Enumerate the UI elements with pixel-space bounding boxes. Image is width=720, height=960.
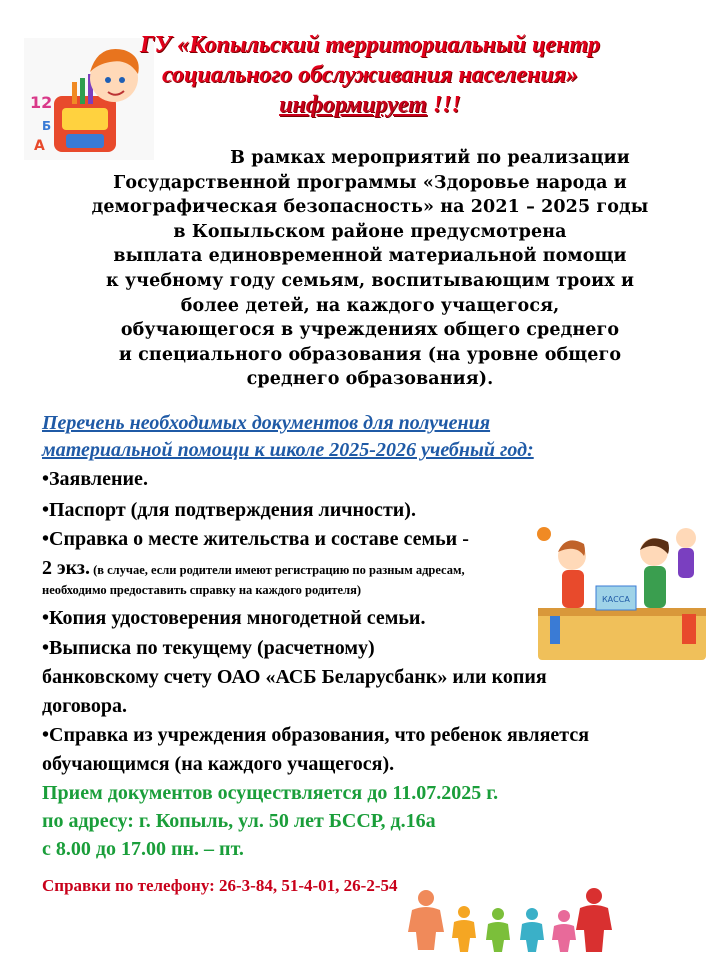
- doc-item-note-1: (в случае, если родители имеют регистрацию по разным адресам,: [89, 563, 465, 577]
- doc-item-bank-statement-3: договора.: [42, 695, 127, 717]
- children-illustration: [536, 516, 708, 662]
- intro-line: более детей, на каждого учащегося,: [180, 295, 560, 316]
- header-line-1: ГУ «Копыльский территориальный центр: [139, 32, 600, 58]
- intro-line: Государственной программы «Здоровье народа и: [113, 172, 627, 193]
- intro-line: обучающегося в учреждениях общего среднего: [120, 320, 620, 341]
- header-informs: информирует: [279, 92, 427, 118]
- intro-line: в Копыльском районе предусмотрена: [173, 221, 567, 242]
- doc-item-note-2: необходимо предоставить справку на каждого родителя): [42, 583, 362, 597]
- doc-item-application: •Заявление.: [42, 468, 148, 490]
- reception-hours: с 8.00 до 17.00 пн. – пт.: [42, 838, 244, 860]
- doc-item-bank-statement-1: •Выписка по текущему (расчетному): [42, 637, 375, 659]
- doc-item-residence-copies: [42, 555, 465, 582]
- reception-deadline: Прием документов осуществляется до 11.07.2025 г.: [42, 782, 499, 804]
- header-line-3: [90, 90, 650, 120]
- doc-item-copies-count: 2 экз.: [42, 557, 90, 579]
- intro-paragraph: [30, 146, 710, 392]
- svg-text:12: 12: [30, 93, 53, 112]
- svg-text:Б: Б: [42, 119, 52, 133]
- intro-line: В рамках мероприятий по реализации: [230, 148, 630, 168]
- doc-item-bank-statement-2: банковскому счету ОАО «АСБ Беларусбанк» или копия: [42, 666, 547, 688]
- intro-line: и специального образования (на уровне общего: [118, 344, 622, 365]
- intro-line: к учебному году семьям, воспитывающим троих и: [105, 270, 635, 291]
- intro-line: демографическая безопасность» на 2021 – 2025 годы: [91, 197, 649, 218]
- svg-text:КАССА: КАССА: [602, 595, 630, 604]
- reception-address: по адресу: г. Копыль, ул. 50 лет БССР, д.16а: [42, 810, 436, 832]
- doc-item-large-family-certificate: •Копия удостоверения многодетной семьи.: [42, 607, 426, 629]
- header-title: [90, 30, 650, 120]
- doc-item-school-certificate-1: •Справка из учреждения образования, что ребенок является: [42, 724, 590, 746]
- header-line-2: социального обслуживания населения»: [161, 62, 579, 88]
- intro-line: среднего образования).: [246, 369, 494, 390]
- doc-item-school-certificate-2: обучающимся (на каждого учащегося).: [42, 753, 395, 775]
- header-exclaim: !!!: [426, 92, 461, 118]
- documents-title-line-1: Перечень необходимых документов для получения: [42, 412, 491, 434]
- doc-item-passport: •Паспорт (для подтверждения личности).: [42, 499, 416, 521]
- documents-title-line-2: материальной помощи к школе 2025-2026 учебный год:: [42, 439, 534, 461]
- documents-list-title: [42, 410, 662, 464]
- family-silhouettes-illustration: [404, 888, 614, 954]
- svg-text:A: A: [34, 138, 45, 154]
- phone-info: Справки по телефону: 26-3-84, 51-4-01, 26-2-54: [42, 876, 398, 895]
- intro-line: выплата единовременной материальной помощи: [113, 246, 627, 267]
- doc-item-residence-certificate: •Справка о месте жительства и составе семьи -: [42, 528, 469, 550]
